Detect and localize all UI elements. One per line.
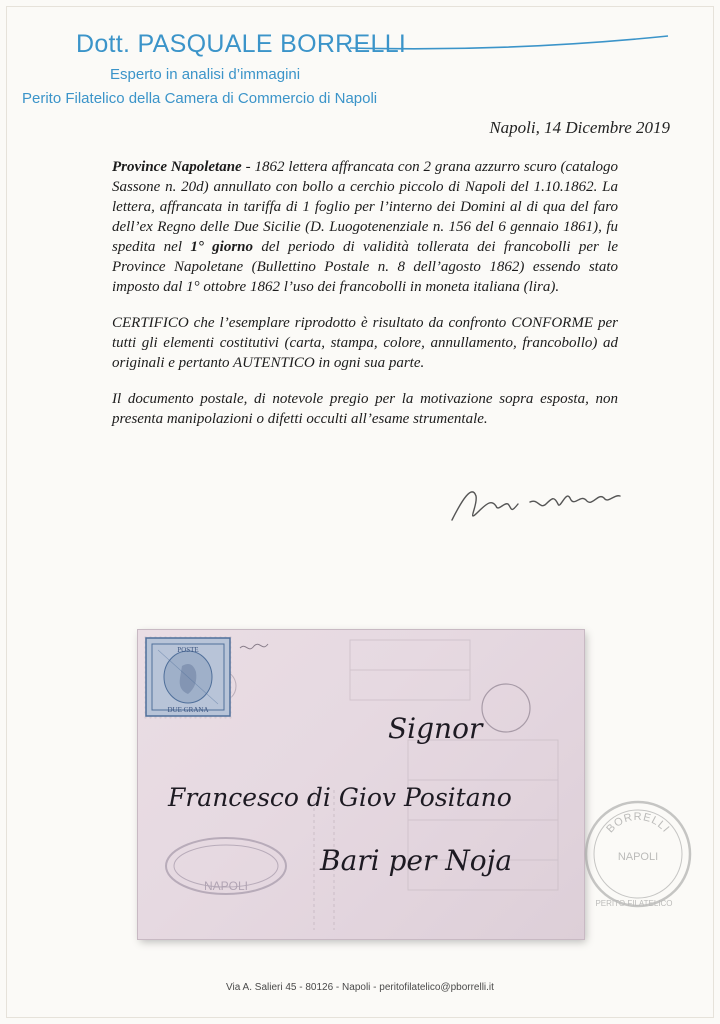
stamp-bottom-text: DUE GRANA <box>167 706 209 714</box>
paragraph-conclusion: Il documento postale, di notevole pregio per la motivazione sopra esposta, non presenta manipolazioni o difetti occulti all’esame strumentale. <box>112 391 618 427</box>
oval-cachet-text: NAPOLI <box>203 879 249 893</box>
expert-seal-icon <box>582 798 694 910</box>
paragraph-emphasis: 1° giorno <box>190 239 254 255</box>
folded-letter-image <box>138 630 584 939</box>
handwritten-signature-icon <box>448 474 628 534</box>
letterhead-name: Dott. PASQUALE BORRELLI <box>76 30 407 58</box>
address-line-3: Bari per Noja <box>320 844 513 877</box>
paragraph-lead: Province Napoletane <box>112 159 242 175</box>
seal-middle-text: NAPOLI <box>617 851 659 863</box>
paragraph-certification: CERTIFICO che l’esemplare riprodotto è risultato da confronto CONFORME per tutti gli elementi costitutivi (carta, stampa, colore, annullamento, francobollo) ad originali e pertanto AUTENTICO in ogni sua parte. <box>112 315 618 371</box>
seal-bottom-text: PERITO FILATELICO <box>595 899 673 908</box>
letterhead-swoosh-icon <box>350 34 670 58</box>
letterhead-subtitle: Esperto in analisi d’immagini <box>110 66 301 83</box>
svg-text:BORRELLI <box>604 811 672 835</box>
address-line-2: Francesco di Giov Positano <box>168 783 512 812</box>
letterhead-affiliation: Perito Filatelico della Camera di Commercio di Napoli <box>22 90 378 107</box>
paragraph-description: Province Napoletane - 1862 lettera affrancata con 2 grana azzurro scuro (catalogo Sassone n. 20d) annullato con bollo a cerchio piccolo di Napoli del 1.10.1862. La lettera, affrancata in tariffa di 1 foglio per l’interno dei Domini al di qua del faro dell’ex Regno delle Due Sicilie (D. Luogotenenziale n. 156 del 6 gennaio 1861), fu spedita nel 1° giorno del periodo di validità tollerata dei francobolli per le Province Napoletane (Bullettino Postale n. 8 dell’agosto 1862) essendo stato imposto dal 1° ottobre 1862 l’uso dei francobolli in moneta italiana (lira). <box>112 159 618 295</box>
footer-address: Via A. Salieri 45 - 80126 - Napoli - peritofilatelico@pborrelli.it <box>226 982 494 993</box>
certificate-date: Napoli, 14 Dicembre 2019 <box>489 118 670 137</box>
stamp-top-text: POSTE <box>177 646 199 654</box>
address-line-1: Signor <box>388 712 483 745</box>
seal-top-text: BORRELLI <box>604 810 672 836</box>
letter-photograph <box>138 630 584 939</box>
certificate-body <box>112 157 618 445</box>
